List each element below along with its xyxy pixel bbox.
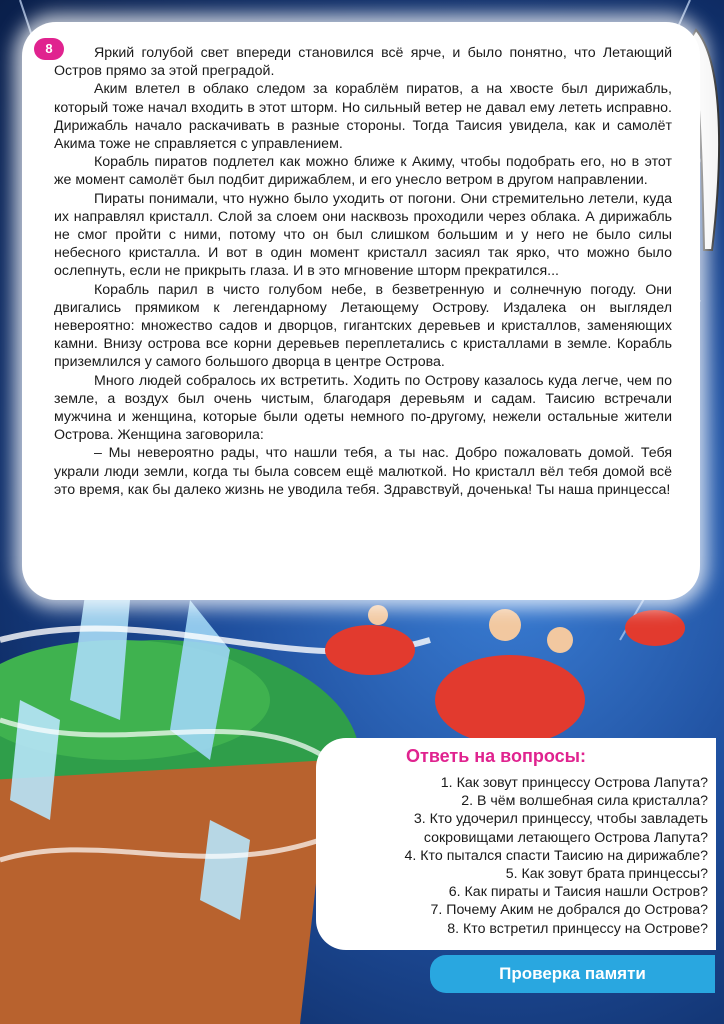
questions-title: Ответь на вопросы: [406,746,587,766]
story-text [54,44,672,499]
pilot-figure [489,609,521,641]
question-item: 4. Кто пытался спасти Таисию на дирижабле? [404,847,708,864]
question-item: 6. Как пираты и Таисия нашли Остров? [448,884,708,901]
red-vehicle [325,625,415,675]
story-paragraph: Аким влетел в облако следом за кораблём пиратов, а на хвосте был дирижабль, который тоже начал входить в этот шторм. Но сильный ветер не давал ему лететь исправно. Дирижабль начало раскачивать в разные стороны. Тогда Таисия увидела, как и самолёт Акима тоже не справляется с управлением. [54,81,672,153]
question-item: 8. Кто встретил принцессу на Острове? [447,920,708,937]
question-item: 2. В чём волшебная сила кристалла? [461,793,708,810]
question-item: 7. Почему Аким не добрался до Острова? [430,902,708,919]
question-item: 5. Как зовут брата принцессы? [505,866,708,883]
story-paragraph: Корабль парил в чисто голубом небе, в безветренную и солнечную погоду. Они двигались прямиком к легендарному Летающему Острову. Издалека он выглядел невероятно: множество садов и дворцов, гигантских деревьев и кристаллов, заменяющих камни. Внизу острова все корни деревьев переплетались с кристаллами в земле. Корабль приземлился у самого большого дворца в центре Острова. [54,281,672,371]
story-paragraph: – Мы невероятно рады, что нашли тебя, а ты нас. Добро пожаловать домой. Тебя украли люди земли, когда ты была совсем ещё малюткой. Но кристалл вёл тебя домой всё это время, как бы далеко жизнь не уводила тебя. Здравствуй, доченька! Ты наша принцесса! [54,445,672,498]
page-number-badge: 8 [34,38,64,60]
story-paragraph: Пираты понимали, что нужно было уходить от погони. Они стремительно летели, куда их направлял кристалл. Слой за слоем они насквозь проходили через облака. А дирижабль не смог пройти с ними, потому что он был слишком большим и у него не было силы небесного кристалла. И вот в один момент кристалл засиял так ярко, что можно было ослепнуть, если не прикрыть глаза. И в это мгновение шторм прекратился... [54,190,672,280]
red-vehicle [435,655,585,745]
question-item: 3. Кто удочерил принцессу, чтобы завладеть сокровищами летающего Острова Лапута? [413,811,708,846]
questions-list [326,774,714,938]
story-paragraph: Много людей собралось их встретить. Ходить по Острову казалось куда легче, чем по земле, а воздух был очень чистым, благодаря деревьям и садам. Таисию встречали мужчина и женщина, которые были одеты немного по-другому, нежели остальные жители Острова. Женщина заговорила: [54,372,672,444]
pilot-figure [368,605,388,625]
story-paragraph: Корабль пиратов подлетел как можно ближе к Акиму, чтобы подобрать его, но в этот же момент самолёт был подбит дирижаблем, и его унесло ветром в другом направлении. [54,154,672,189]
question-item: 1. Как зовут принцессу Острова Лапута? [440,775,708,791]
memory-check-tab: Проверка памяти [430,955,715,993]
pilot-figure [547,627,573,653]
story-paragraph: Яркий голубой свет впереди становился всё ярче, и было понятно, что Летающий Остров прямо за этой преградой. [54,45,672,80]
red-vehicle [625,610,685,646]
